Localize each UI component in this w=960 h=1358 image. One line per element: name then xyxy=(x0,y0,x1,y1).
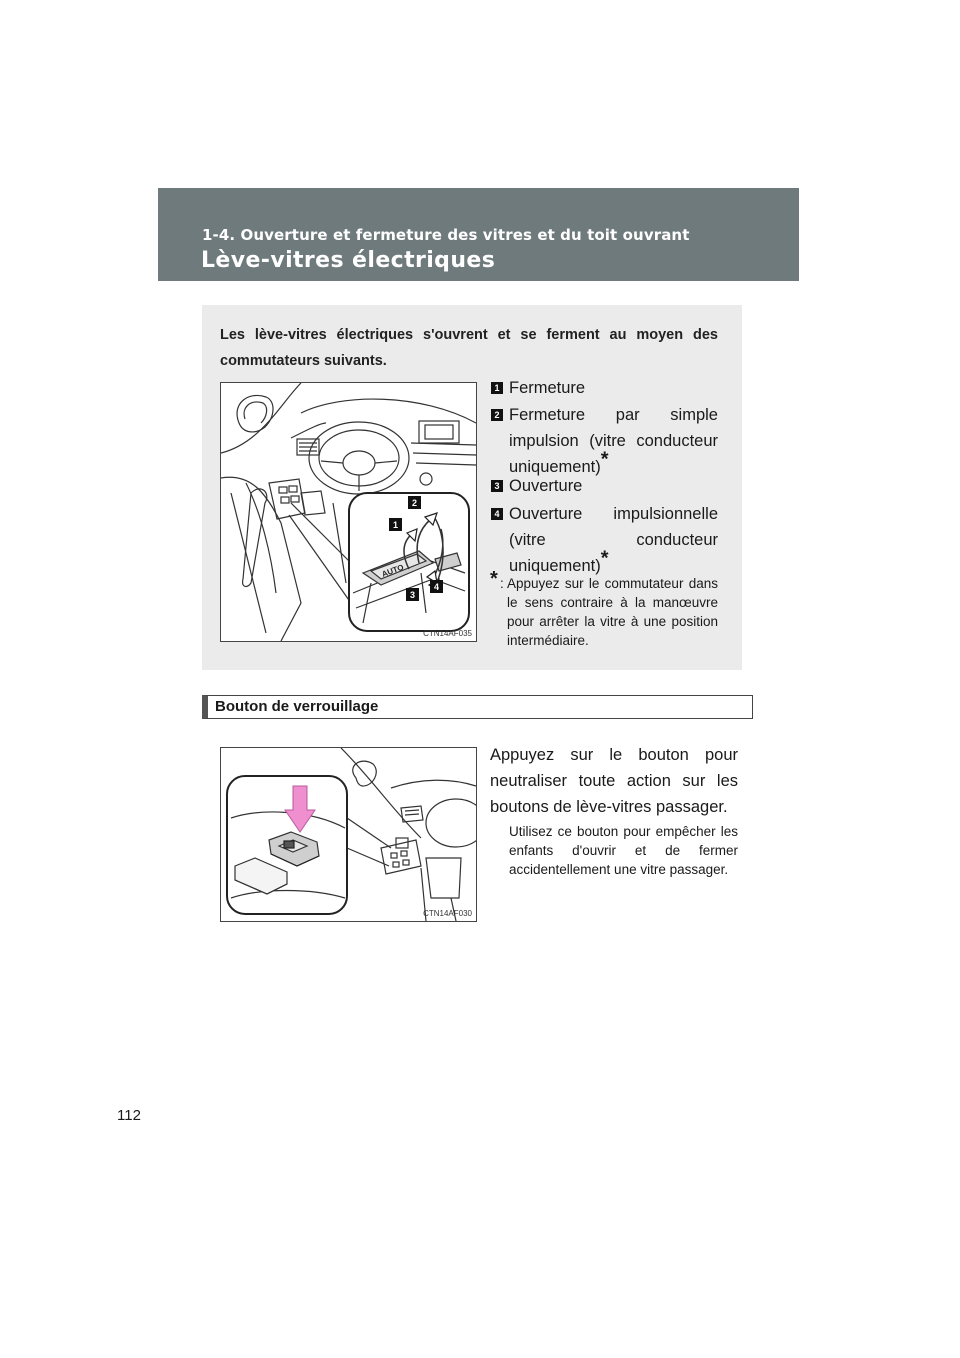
list-item: Ouverture xyxy=(509,477,583,495)
auto-label: AUTO xyxy=(380,562,405,579)
figure-lock-button xyxy=(220,747,477,922)
list-number: 1 xyxy=(491,382,503,394)
lock-instruction: Appuyez sur le bouton pour neutraliser toute action sur les boutons de lève-vitres passager. xyxy=(490,746,738,816)
car-interior-illustration xyxy=(221,383,476,641)
section-heading: 1-4. Ouverture et fermeture des vitres et du toit ouvrant xyxy=(202,226,690,244)
svg-text:4: 4 xyxy=(433,582,440,592)
list-item: Fermeture xyxy=(509,379,586,397)
footnote-asterisk: * xyxy=(490,568,498,590)
figure-code: CTN14AF035 xyxy=(423,629,472,638)
intro-text: Les lève-vitres électriques s'ouvrent et se ferment au moyen des commutateurs suivants. xyxy=(220,327,718,369)
page-title: Lève-vitres électriques xyxy=(201,248,496,273)
callout-1 xyxy=(389,518,402,531)
callout-4 xyxy=(430,580,443,593)
footnote-colon: : xyxy=(500,576,504,591)
footnote xyxy=(490,568,718,650)
list-item: Ouverture impulsionnelle (vitre conducteur uniquement)* xyxy=(509,505,718,575)
page-number: 112 xyxy=(117,1107,141,1124)
list-number: 2 xyxy=(491,409,503,421)
callout-2 xyxy=(408,496,421,509)
svg-text:1: 1 xyxy=(392,520,399,530)
list-number: 4 xyxy=(491,508,503,520)
subsection-heading: Bouton de verrouillage xyxy=(202,695,753,719)
list-number: 3 xyxy=(491,480,503,492)
callout-3 xyxy=(406,588,419,601)
footnote-text: Appuyez sur le commutateur dans le sens contraire à la manœuvre pour arrêter la vitre à une position intermédiaire. xyxy=(507,576,718,648)
figure-window-switches xyxy=(220,382,477,642)
figure-code: CTN14AF030 xyxy=(423,909,472,918)
svg-text:2: 2 xyxy=(411,498,418,508)
svg-text:3: 3 xyxy=(409,590,416,600)
lock-note: Utilisez ce bouton pour empêcher les enfants d'ouvrir et de fermer accidentellement une vitre passager. xyxy=(509,824,738,877)
list-item: Fermeture par simple impulsion (vitre conducteur uniquement)* xyxy=(509,406,718,476)
lock-button-illustration xyxy=(221,748,476,921)
